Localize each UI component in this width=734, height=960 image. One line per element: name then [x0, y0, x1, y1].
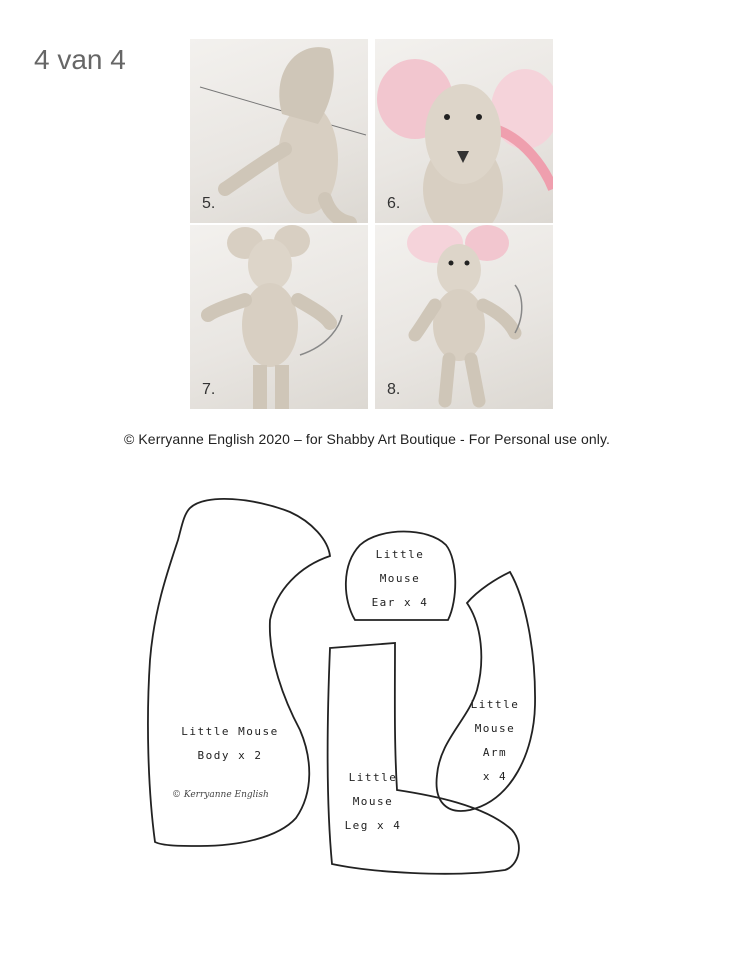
arm-pattern-line2: Mouse	[474, 722, 516, 735]
leg-pattern-line2: Mouse	[352, 795, 394, 808]
page-label: 4 van 4	[34, 44, 126, 75]
signature: © Kerryanne English	[172, 790, 269, 800]
ear-pattern-line1: Little	[375, 548, 425, 561]
ear-pattern-label	[355, 543, 445, 615]
leg-pattern-line1: Little	[348, 771, 398, 784]
arm-pattern-line1: Little	[470, 698, 520, 711]
body-pattern-count: Body x 2	[197, 749, 263, 762]
ear-pattern-line2: Mouse	[379, 572, 421, 585]
arm-pattern-label	[460, 693, 530, 789]
copyright-notice: © Kerryanne English 2020 – for Shabby Art Boutique - For Personal use only.	[123, 431, 611, 447]
leg-pattern-label	[338, 766, 408, 838]
step-number: 8.	[387, 381, 401, 398]
arm-pattern-line4: x 4	[482, 770, 508, 783]
body-pattern-name: Little Mouse	[181, 725, 279, 738]
arm-pattern-line3: Arm	[482, 746, 508, 759]
body-pattern-label	[160, 720, 300, 768]
ear-pattern-line3: Ear x 4	[371, 596, 429, 609]
step-number: 7.	[202, 381, 216, 398]
leg-pattern-line3: Leg x 4	[344, 819, 402, 832]
step-number: 5.	[202, 195, 216, 212]
step-number: 6.	[387, 195, 401, 212]
